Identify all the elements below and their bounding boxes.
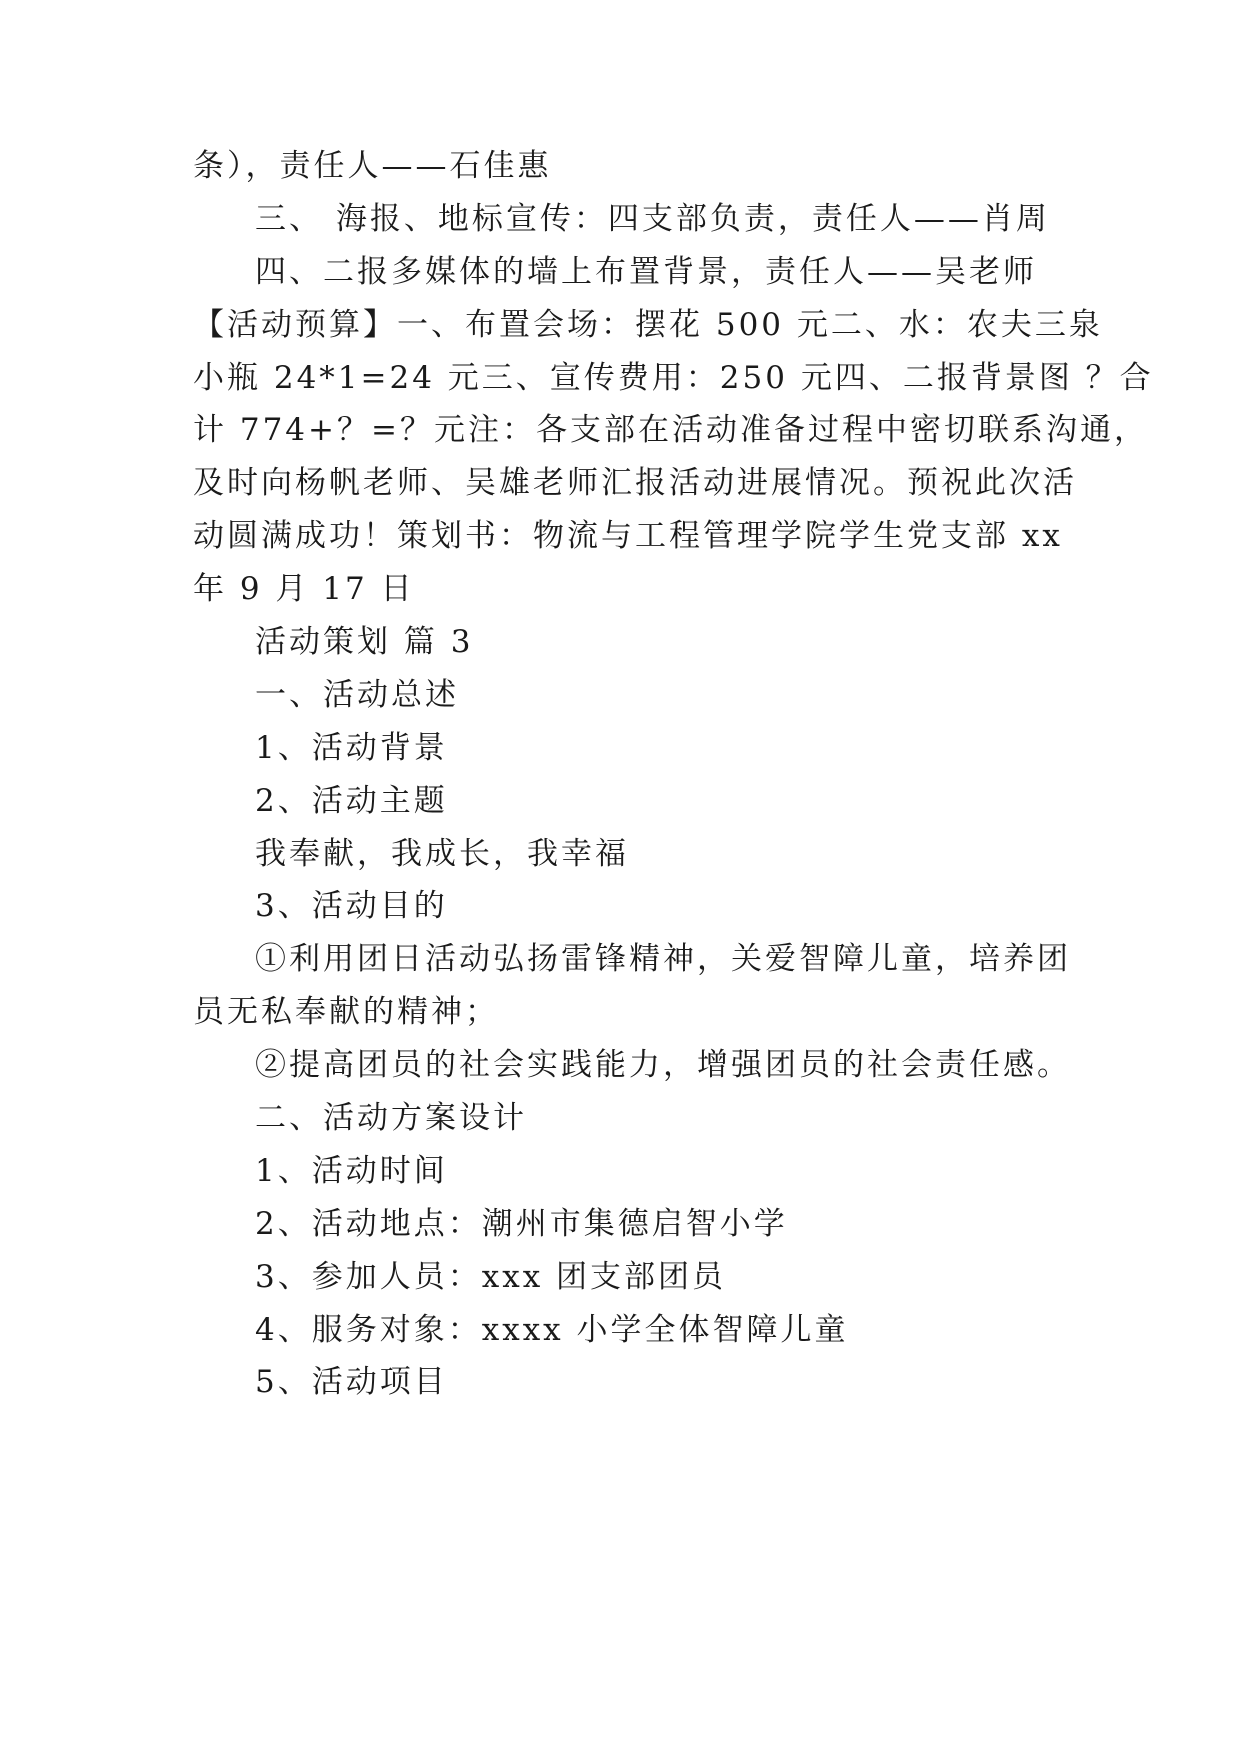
text-line: 及时向杨帆老师、吴雄老师汇报活动进展情况。预祝此次活 xyxy=(193,465,1077,501)
text-line: 员无私奉献的精神； xyxy=(193,994,499,1030)
text-line: 2、活动地点：潮州市集德启智小学 xyxy=(255,1206,788,1242)
text-line: 4、服务对象：xxxx 小学全体智障儿童 xyxy=(255,1312,849,1348)
text-line: 动圆满成功！策划书：物流与工程管理学院学生党支部 xx xyxy=(193,518,1063,554)
text-line: ①利用团日活动弘扬雷锋精神，关爱智障儿童，培养团 xyxy=(255,941,1071,977)
text-line: 四、二报多媒体的墙上布置背景，责任人——吴老师 xyxy=(255,254,1037,290)
section-heading: 活动策划 篇 3 xyxy=(255,624,474,660)
text-line: 年 9 月 17 日 xyxy=(193,571,415,607)
text-line: 计 774+？=？元注：各支部在活动准备过程中密切联系沟通， xyxy=(193,412,1148,448)
text-line: 三、 海报、地标宣传：四支部负责，责任人——肖周 xyxy=(255,201,1050,237)
text-line: 5、活动项目 xyxy=(255,1364,448,1400)
text-line: 3、参加人员：xxx 团支部团员 xyxy=(255,1259,727,1295)
text-line: 一、活动总述 xyxy=(255,677,459,713)
text-line: 2、活动主题 xyxy=(255,783,448,819)
text-line: 1、活动时间 xyxy=(255,1153,448,1189)
text-line: 【活动预算】一、布置会场：摆花 500 元二、水：农夫三泉 xyxy=(193,307,1103,343)
text-line: 3、活动目的 xyxy=(255,888,448,924)
text-line: 我奉献，我成长，我幸福 xyxy=(255,836,629,872)
text-line: 1、活动背景 xyxy=(255,730,448,766)
text-line: 小瓶 24*1=24 元三、宣传费用：250 元四、二报背景图 ？合 xyxy=(193,360,1154,396)
text-line: ②提高团员的社会实践能力，增强团员的社会责任感。 xyxy=(255,1047,1071,1083)
text-line: 条），责任人——石佳惠 xyxy=(193,148,552,184)
text-line: 二、活动方案设计 xyxy=(255,1100,527,1136)
